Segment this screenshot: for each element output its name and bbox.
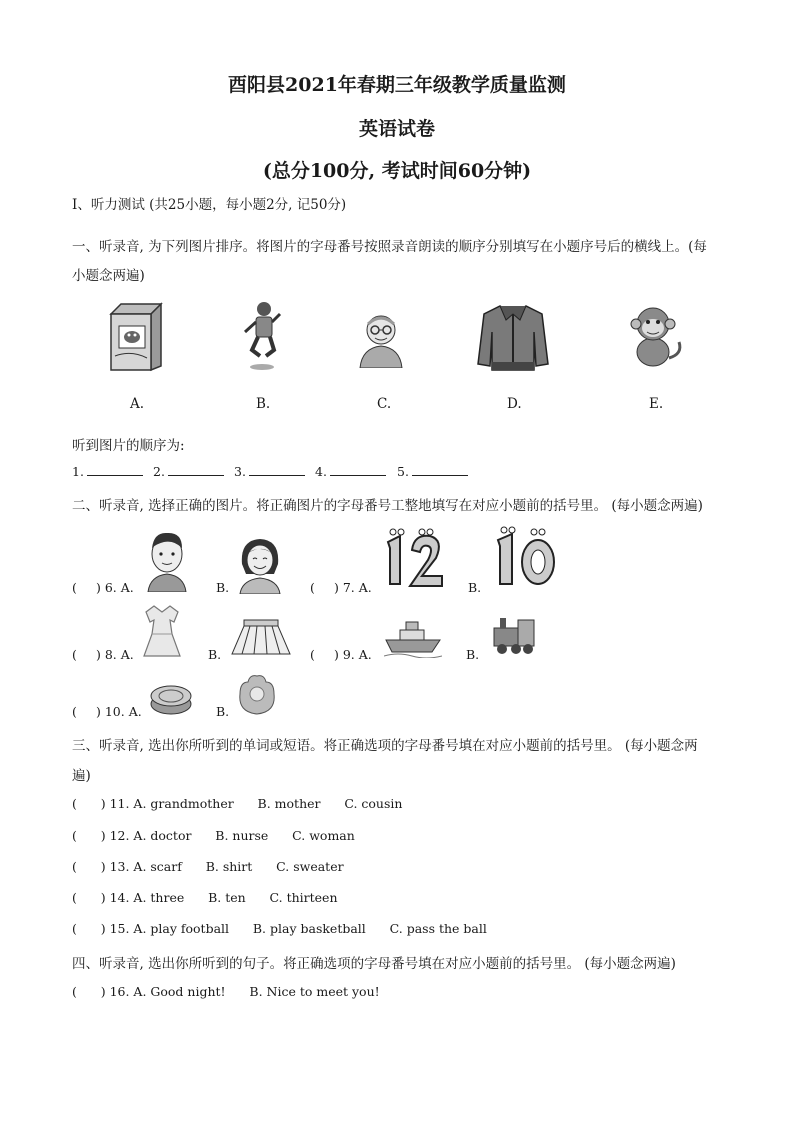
number-twelve-icon [378,528,450,592]
blank-number: 4. [315,464,327,479]
part4-instruction: 四、听录音, 选出你所听到的句子。将正确选项的字母番号填在对应小题前的括号里。 (每小题念两遍) [72,956,676,972]
part3-instruction-cont: 遍) [72,768,91,784]
picture-e-label: E. [649,396,664,412]
question-15[interactable]: ( ) 15. A. play football B. play basketball C. pass the ball [72,921,487,936]
girl-face-icon [236,534,284,594]
exam-subject: 英语试卷 [358,118,435,140]
q7: ( ) 7. A. [310,580,372,595]
q8-option-b: B. [208,647,222,662]
q10: ( ) 10. A. [72,704,142,719]
blank-3[interactable] [234,464,305,479]
picture-a-label: A. [130,396,145,412]
q9: ( ) 9. A. [310,647,372,662]
blank-2[interactable] [153,464,224,479]
q6-option-b: B. [216,580,230,595]
blank-number: 3. [234,464,246,479]
order-label: 听到图片的顺序为: [72,438,185,454]
exam-title: 酉阳县2021年春期三年级教学质量监测 [228,74,566,96]
question-14[interactable]: ( ) 14. A. three B. ten C. thirteen [72,890,338,905]
boat-icon [384,620,442,658]
picture-b-label: B. [256,396,271,412]
blank-1[interactable] [72,464,143,479]
answer-paren[interactable]: ( [310,580,315,595]
dress-icon [142,604,182,658]
part1-instruction: 一、听录音, 为下列图片排序。将图片的字母番号按照录音朗读的顺序分别填写在小题序号后的横线上。(每 [72,239,707,255]
zongzi-icon [236,672,278,718]
question-12[interactable]: ( ) 12. A. doctor B. nurse C. woman [72,828,355,843]
mooncake-icon [148,680,194,716]
picture-d-label: D. [507,396,522,412]
exam-score-time: (总分100分, 考试时间60分钟) [262,160,532,182]
jumping-boy-icon [240,300,284,372]
boy-face-icon [144,530,190,592]
part1-instruction-cont: 小题念两遍) [72,268,145,284]
q10-option-b: B. [216,704,230,719]
blank-number: 5. [397,464,409,479]
jacket-icon [476,302,550,372]
blank-number: 2. [153,464,165,479]
number-ten-icon [488,526,560,592]
section-listening: I、听力测试 (共25小题，每小题2分, 记50分) [72,197,347,213]
skirt-icon [230,618,292,658]
blank-5[interactable] [397,464,468,479]
answer-paren[interactable]: ( [72,704,77,719]
q7-option-b: B. [468,580,482,595]
blank-4[interactable] [315,464,386,479]
part3-instruction: 三、听录音, 选出你所听到的单词或短语。将正确选项的字母番号填在对应小题前的括号里。 (每小题念两 [72,738,698,754]
q6: ( ) 6. A. [72,580,134,595]
monkey-icon [625,302,685,370]
question-11[interactable]: ( ) 11. A. grandmother B. mother C. cousin [72,796,403,811]
grandpa-icon [358,308,404,368]
question-16[interactable]: ( ) 16. A. Good night! B. Nice to meet you! [72,984,380,999]
answer-paren[interactable]: ( [72,580,77,595]
part2-instruction: 二、听录音, 选择正确的图片。将正确图片的字母番号工整地填写在对应小题前的括号里。 (每小题念两遍) [72,498,703,514]
toy-train-icon [490,614,538,656]
question-13[interactable]: ( ) 13. A. scarf B. shirt C. sweater [72,859,344,874]
milk-carton-icon [105,300,167,374]
blank-number: 1. [72,464,84,479]
answer-paren[interactable]: ( [72,647,77,662]
picture-c-label: C. [377,396,392,412]
q8: ( ) 8. A. [72,647,134,662]
answer-paren[interactable]: ( [310,647,315,662]
q9-option-b: B. [466,647,480,662]
